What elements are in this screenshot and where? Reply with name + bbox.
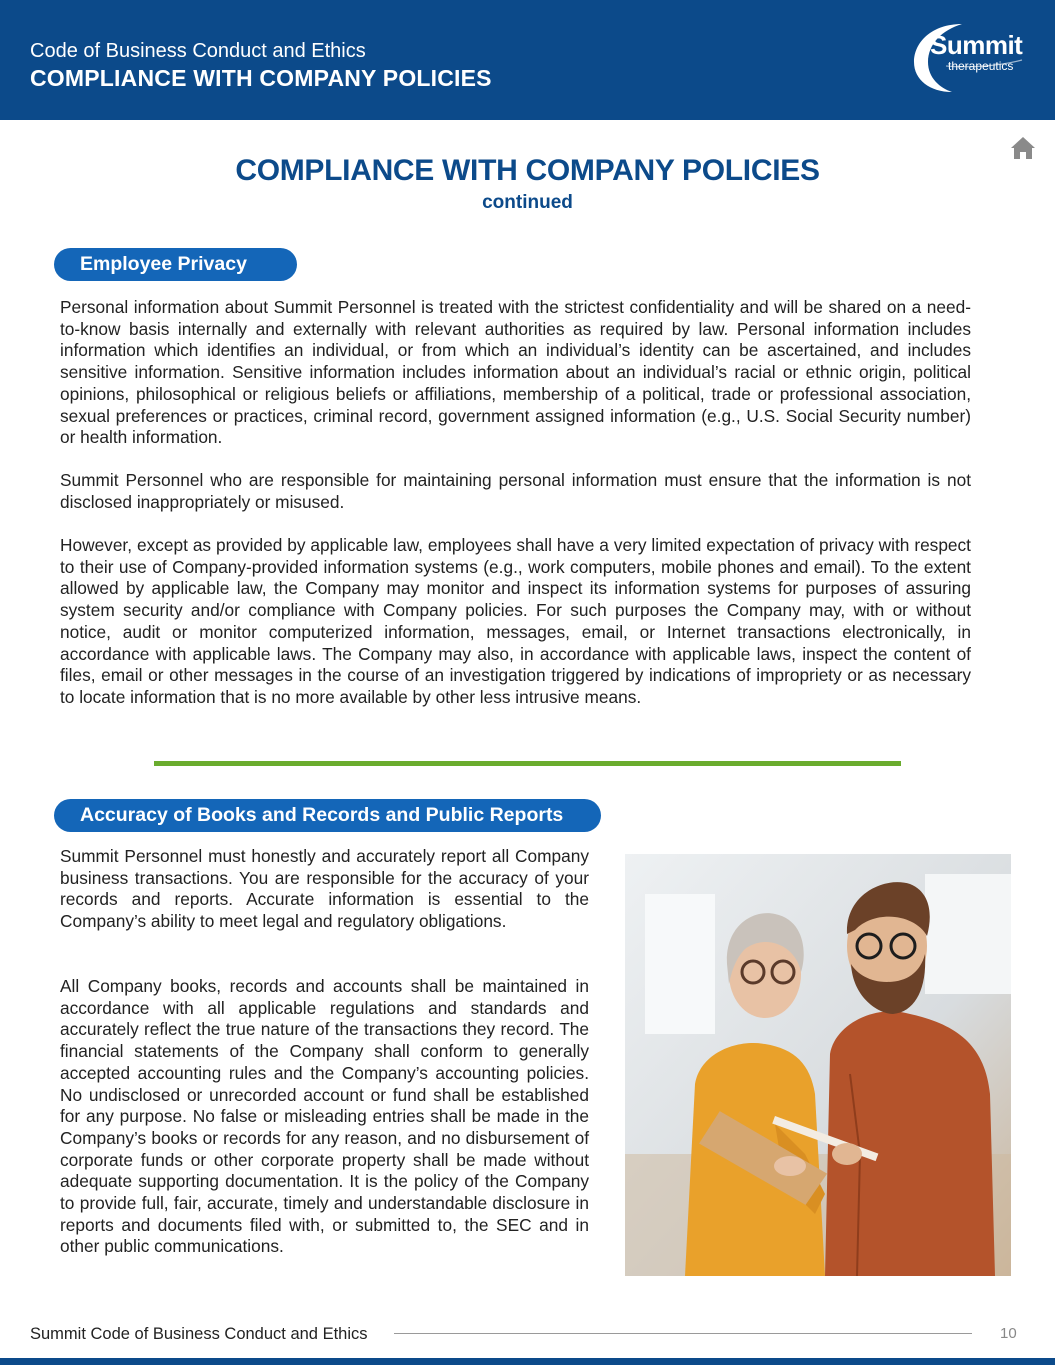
page-subtitle: continued xyxy=(482,192,573,213)
privacy-paragraph-1: Personal information about Summit Personnel is treated with the strictest confidentiality and will be shared on a need-to-know basis internally and externally with relevant authorities as required by law. Personal information includes information which identifies an individual, or from which an individual’s identity can be ascertained, and includes sensitive information. Sensitive information includes information about an individual’s racial or ethnic origin, political opinions, philosophical or religious beliefs or affiliations, membership of a political, trade or professional association, sexual preferences or practices, criminal record, government assigned information (e.g., U.S. Social Security number) or health information. xyxy=(60,297,971,448)
footer-divider xyxy=(394,1333,972,1334)
section-heading-accuracy-of-books: Accuracy of Books and Records and Public Reports xyxy=(54,799,601,832)
footer-document-name: Summit Code of Business Conduct and Ethics xyxy=(30,1325,368,1343)
office-photo-illustration xyxy=(625,854,1011,1276)
logo-wordmark: Summit xyxy=(930,30,1023,60)
page-header xyxy=(0,0,1055,120)
page-number: 10 xyxy=(1000,1325,1017,1342)
privacy-paragraph-3: However, except as provided by applicable law, employees shall have a very limited expectation of privacy with respect to their use of Company-provided information systems (e.g., work computers, mobile phones and email). To the extent allowed by applicable law, the Company may monitor and inspect its information systems for purposes of assuring system security and/or compliance with Company policies. For such purposes the Company may, with or without notice, audit or monitor computerized information, messages, email, or Internet transactions electronically, in accordance with applicable laws. The Company may also, in accordance with applicable laws, inspect the content of files, email or other messages in the course of an investigation triggered by indications of impropriety or as necessary to locate information that is no more available by other less intrusive means. xyxy=(60,535,971,707)
photo-two-colleagues-reviewing-clipboard xyxy=(625,854,1011,1276)
privacy-paragraph-2: Summit Personnel who are responsible for maintaining personal information must ensure that the information is not disclosed inappropriately or misused. xyxy=(60,470,971,512)
document-title: Code of Business Conduct and Ethics xyxy=(30,40,366,62)
header-section-title: COMPLIANCE WITH COMPANY POLICIES xyxy=(30,65,492,91)
summit-logo xyxy=(910,18,1030,96)
page-title: COMPLIANCE WITH COMPANY POLICIES xyxy=(235,154,820,187)
bottom-accent-bar xyxy=(0,1358,1055,1365)
logo-subtitle: therapeutics xyxy=(948,59,1014,73)
section-heading-employee-privacy: Employee Privacy xyxy=(54,248,297,281)
section-divider xyxy=(154,761,901,766)
accuracy-paragraph-2: All Company books, records and accounts shall be maintained in accordance with all applicable regulations and standards and accurately reflect the true nature of the transactions they record. The financial statements of the Company shall conform to generally accepted accounting rules and the Company’s accounting policies. No undisclosed or unrecorded account or fund shall be established for any purpose. No false or misleading entries shall be made in the Company’s books or records for any reason, and no disbursement of corporate funds or other corporate property shall be made without adequate supporting documentation. It is the policy of the Company to provide full, fair, accurate, timely and understandable disclosure in reports and documents filed with, or submitted to, the SEC and in other public communications. xyxy=(60,976,589,1257)
accuracy-paragraph-1: Summit Personnel must honestly and accurately report all Company business transactions. You are responsible for the accuracy of your records and reports. Accurate information is essential to the Company’s ability to meet legal and regulatory obligations. xyxy=(60,846,589,932)
